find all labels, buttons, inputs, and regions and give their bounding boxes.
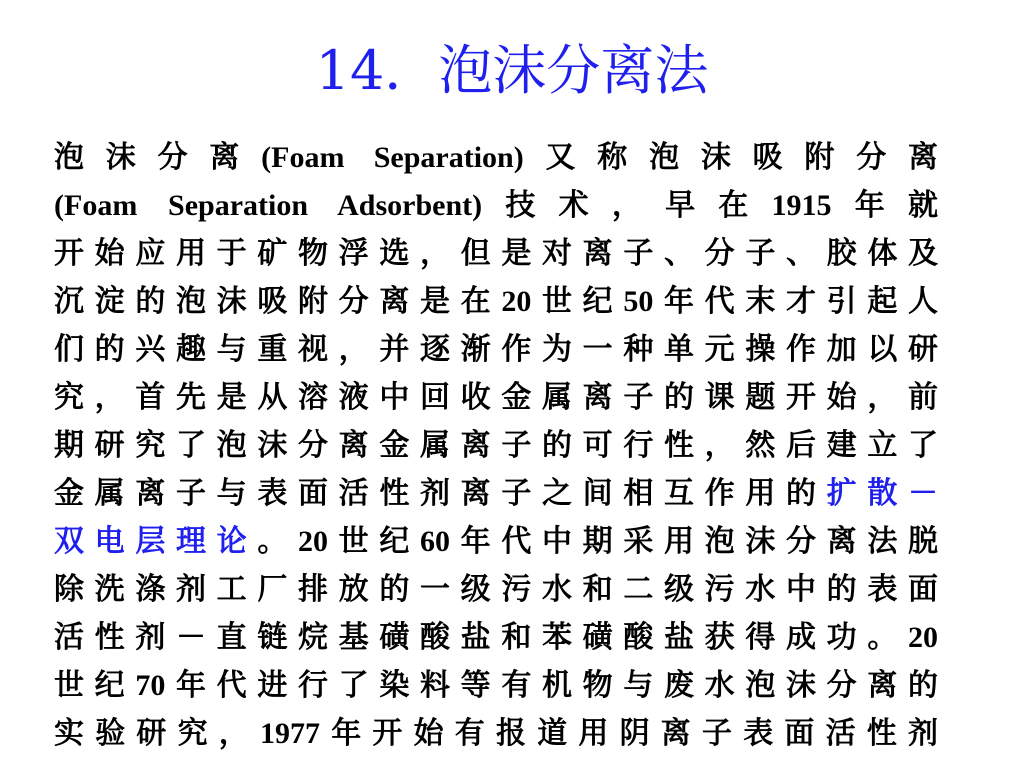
paragraph-line [54, 182, 938, 230]
text-segment: 。 [257, 524, 299, 559]
text-segment: 究，首先是从溶液中回收金属离子的课题开始，前 [54, 380, 938, 415]
paragraph-line [54, 278, 938, 326]
text-segment: 又称泡沫吸附分离 [523, 140, 939, 175]
paragraph-line [54, 662, 938, 710]
text-segment: 年就 [831, 188, 939, 223]
text-segment: 50 [623, 285, 654, 318]
text-segment: 年代末才引起人 [653, 284, 939, 319]
text-segment: 活性剂－直链烷基磺酸盐和苯磺酸盐获得成功。 [54, 620, 908, 655]
paragraph-line [54, 566, 938, 614]
text-segment: 年代进行了染料等有机物与废水泡沫分离的 [165, 668, 939, 703]
text-segment: 金属离子与表面活性剂离子之间相互作用的 [54, 476, 827, 511]
text-segment: 20 [501, 285, 532, 318]
text-segment: 泡沫分离 [54, 140, 262, 175]
text-segment: 沉淀的泡沫吸附分离是在 [54, 284, 502, 319]
text-segment: 年代中期采用泡沫分离法脱 [450, 524, 939, 559]
text-segment: 技术，早在 [482, 188, 772, 223]
text-segment: 年开始有报道用阴离子表面活性剂 [320, 716, 938, 751]
text-segment: (Foam Separation) [261, 141, 524, 174]
text-segment: 60 [420, 525, 451, 558]
body-paragraph [54, 134, 938, 758]
paragraph-line [54, 470, 938, 518]
text-segment: 期研究了泡沫分离金属离子的可行性，然后建立了 [54, 428, 938, 463]
text-segment: 1977 [260, 717, 320, 750]
highlighted-term: 双电层理论 [54, 524, 258, 559]
paragraph-line [54, 710, 938, 758]
slide-title: 14．泡沫分离法 [315, 39, 709, 102]
text-segment: 开始应用于矿物浮选，但是对离子、分子、胶体及 [54, 236, 938, 271]
paragraph-line [54, 422, 938, 470]
paragraph-line [54, 230, 938, 278]
text-segment: 20 [298, 525, 329, 558]
highlighted-term: 扩散－ [826, 476, 939, 511]
text-segment: 世纪 [54, 668, 136, 703]
paragraph-line [54, 326, 938, 374]
text-segment: 实验研究， [54, 716, 260, 751]
paragraph-line [54, 614, 938, 662]
text-segment: 70 [135, 669, 166, 702]
paragraph-line [54, 134, 938, 182]
text-segment: 1915 [771, 189, 832, 222]
paragraph-line [54, 374, 938, 422]
paragraph-line [54, 518, 938, 566]
text-segment: (Foam Separation Adsorbent) [54, 189, 483, 222]
text-segment: 世纪 [531, 284, 624, 319]
text-segment: 世纪 [328, 524, 421, 559]
text-segment: 除洗涤剂工厂排放的一级污水和二级污水中的表面 [54, 572, 938, 607]
text-segment: 们的兴趣与重视，并逐渐作为一种单元操作加以研 [54, 332, 938, 367]
text-segment: 20 [908, 621, 938, 654]
